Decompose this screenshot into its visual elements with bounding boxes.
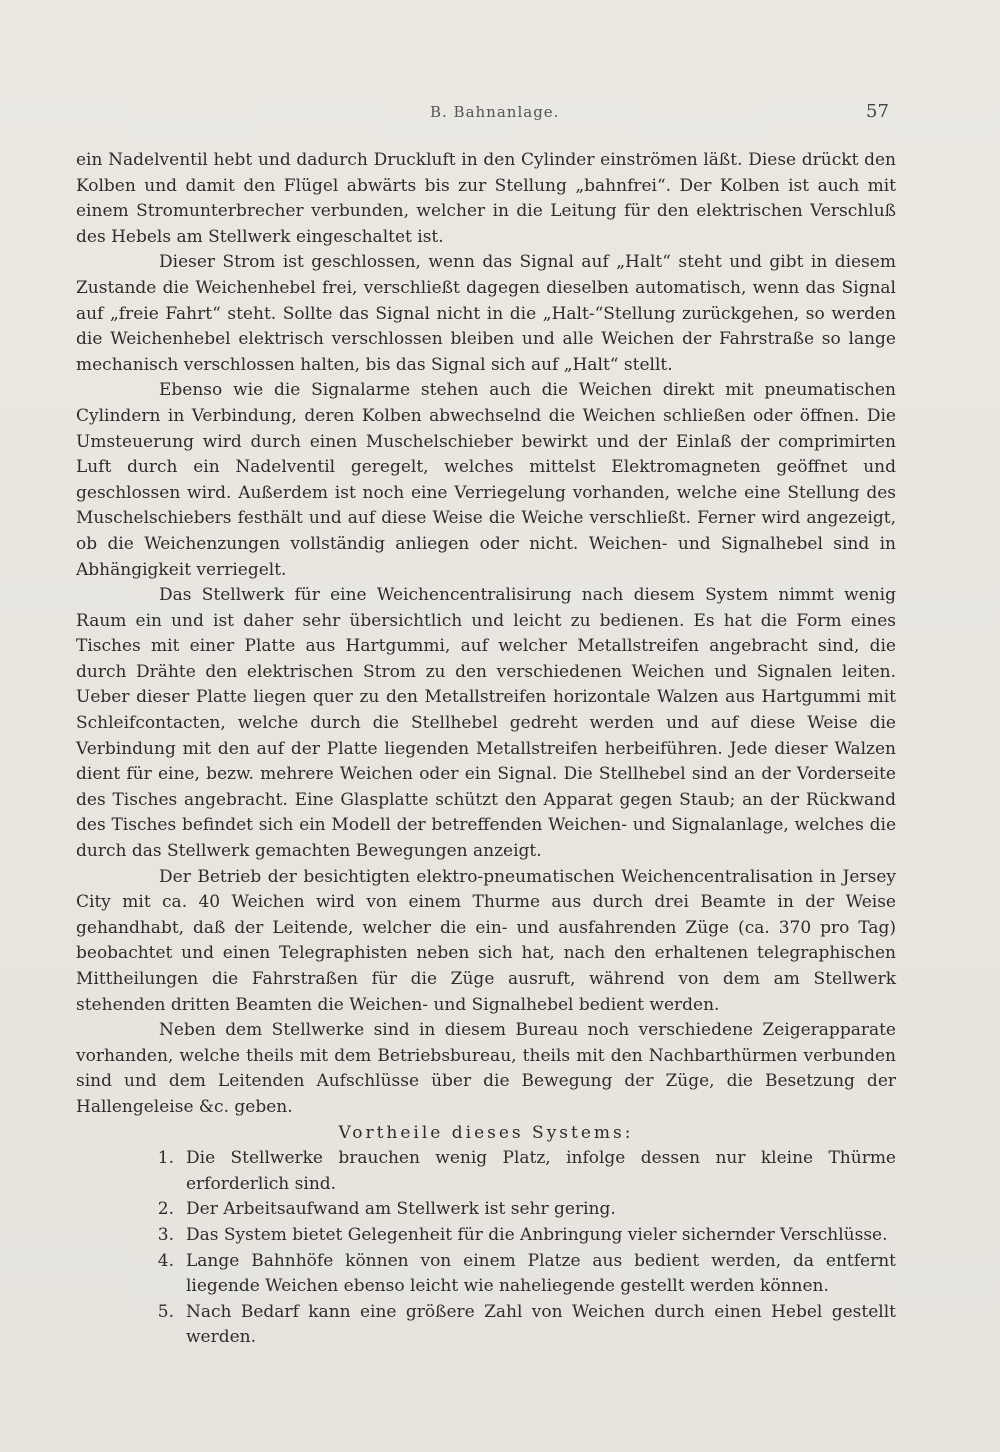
list-item-number: 4.: [157, 1250, 174, 1271]
page-body: [76, 148, 896, 1351]
running-head: B. Bahnanlage.: [430, 103, 560, 121]
list-item-text: Nach Bedarf kann eine größere Zahl von Weichen durch einen Hebel gestellt werden.: [186, 1301, 896, 1348]
list-item: [76, 1197, 896, 1223]
paragraph: Der Betrieb der besichtigten elektro-pneumatischen Weichencentralisation in Jersey City mit ca. 40 Weichen wird von einem Thurme aus durch drei Beamte in der Weise gehandhabt, daß der Leitende, welcher die ein- und ausfahrenden Züge (ca. 370 pro Tag) beobachtet und einen Telegraphisten neben sich hat, nach den erhaltenen telegraphischen Mittheilungen die Fahrstraßen für die Züge ausruft, während von dem am Stellwerk stehenden dritten Beamten die Weichen- und Signalhebel bedient werden.: [76, 866, 896, 1015]
list-item-text: Die Stellwerke brauchen wenig Platz, infolge dessen nur kleine Thürme erforderlich sind.: [186, 1148, 896, 1194]
paragraph: Ebenso wie die Signalarme stehen auch die Weichen direkt mit pneumatischen Cylindern in Verbindung, deren Kolben abwechselnd die Weichen schließen oder öffnen. Die Umsteuerung wird durch einen Muschelschieber bewirkt und der Einlaß der comprimirten Luft durch ein Nadelventil geregelt, welches mittelst Elektromagneten geöffnet und geschlossen wird. Außerdem ist noch eine Verriegelung vorhanden, welche eine Stellung des Muschelschiebers festhält und auf diese Weise die Weiche verschließt. Ferner wird angezeigt, ob die Weichenzungen vollständig anliegen oder nicht. Weichen- und Signalhebel sind in Abhängigkeit verriegelt.: [76, 380, 896, 580]
list-item-text: Der Arbeitsaufwand am Stellwerk ist sehr gering.: [186, 1199, 616, 1220]
list-item: [76, 1223, 896, 1249]
paragraph: Das Stellwerk für eine Weichencentralisirung nach diesem System nimmt wenig Raum ein und ist daher sehr übersichtlich und leicht zu bedienen. Es hat die Form eines Tisches mit einer Platte aus Hartgummi, auf welcher Metallstreifen angebracht sind, die durch Drähte den elektrischen Strom zu den verschiedenen Weichen und Signalen leiten. Ueber dieser Platte liegen quer zu den Metallstreifen horizontale Walzen aus Hartgummi mit Schleifcontacten, welche durch die Stellhebel gedreht werden und auf diese Weise die Verbindung mit den auf der Platte liegenden Metallstreifen herbeiführen. Jede dieser Walzen dient für eine, bezw. mehrere Weichen oder ein Signal. Die Stellhebel sind an der Vorderseite des Tisches angebracht. Eine Glasplatte schützt den Apparat gegen Staub; an der Rückwand des Tisches befindet sich ein Modell der betreffenden Weichen- und Signalanlage, welches die durch das Stellwerk gemachten Bewegungen anzeigt.: [76, 585, 896, 862]
list-item-text: Das System bietet Gelegenheit für die Anbringung vieler sichernder Verschlüsse.: [186, 1224, 888, 1245]
page-header: [0, 103, 1000, 127]
list-item-text: Lange Bahnhöfe können von einem Platze aus bedient werden, da entfernt liegende Weichen ebenso leicht wie naheliegende gestellt werden können.: [186, 1250, 896, 1297]
list-item-number: 3.: [157, 1224, 174, 1245]
list-item-number: 2.: [157, 1199, 174, 1220]
list-item: [76, 1146, 896, 1197]
advantages-list: [76, 1146, 896, 1351]
list-heading: Vortheile dieses Systems:: [338, 1122, 634, 1143]
page-number: 57: [866, 101, 889, 122]
paragraph: Neben dem Stellwerke sind in diesem Bureau noch verschiedene Zeigerapparate vorhanden, welche theils mit dem Betriebsbureau, theils mit den Nachbarthürmen verbunden sind und dem Leitenden Aufschlüsse über die Bewegung der Züge, die Besetzung der Hallengeleise &c. geben.: [76, 1020, 896, 1117]
list-item: [76, 1300, 896, 1351]
list-item-number: 5.: [157, 1301, 174, 1322]
list-item: [76, 1249, 896, 1300]
paragraph: Dieser Strom ist geschlossen, wenn das Signal auf „Halt“ steht und gibt in diesem Zustande die Weichenhebel frei, verschließt dagegen dieselben automatisch, wenn das Signal auf „freie Fahrt“ steht. Sollte das Signal nicht in die „Halt-“Stellung zurückgehen, so werden die Weichenhebel elektrisch verschlossen bleiben und alle Weichen der Fahrstraße so lange mechanisch verschlossen halten, bis das Signal sich auf „Halt“ stellt.: [76, 252, 896, 375]
list-item-number: 1.: [157, 1148, 174, 1169]
paragraph-continuation: ein Nadelventil hebt und dadurch Druckluft in den Cylinder einströmen läßt. Diese drückt den Kolben und damit den Flügel abwärts bis zur Stellung „bahnfrei“. Der Kolben ist auch mit einem Stromunterbrecher verbunden, welcher in die Leitung für den elektrischen Verschluß des Hebels am Stellwerk eingeschaltet ist.: [76, 150, 896, 247]
